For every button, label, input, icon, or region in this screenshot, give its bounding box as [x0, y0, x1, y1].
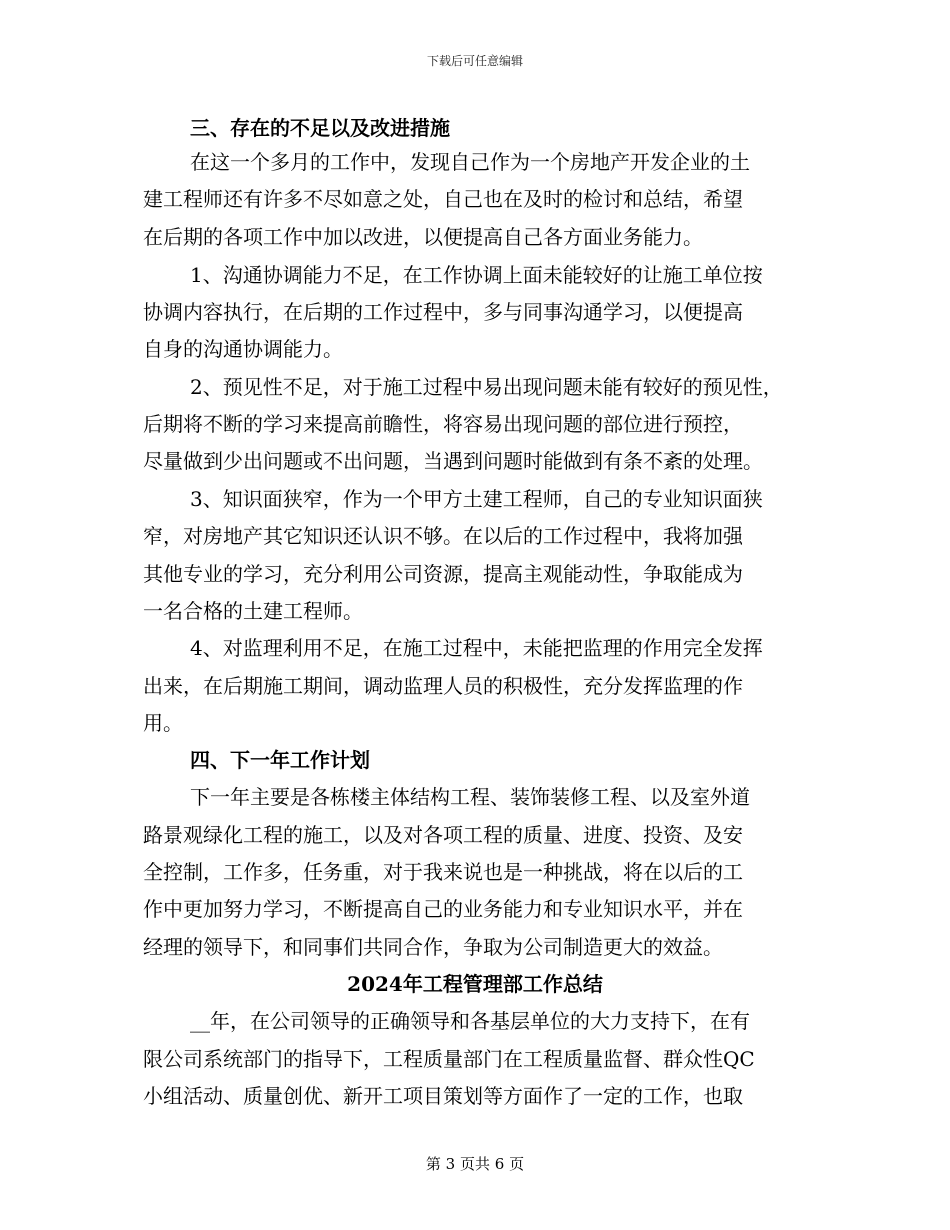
paragraph-line: 小组活动、质量创优、新开工项目策划等方面作了一定的工作，也取 [143, 1084, 743, 1108]
page-header: 下载后可任意编辑 [426, 54, 523, 68]
paragraph-line: 限公司系统部门的指导下，工程质量部门在工程质量监督、群众性QC [143, 1047, 755, 1071]
paragraph-line: 下一年主要是各栋楼主体结构工程、装饰装修工程、以及室外道 [190, 785, 750, 809]
paragraph-line: 1、沟通协调能力不足，在工作协调上面未能较好的让施工单位按 [190, 263, 763, 287]
paragraph-line: 全控制，工作多，任务重，对于我来说也是一种挑战，将在以后的工 [143, 860, 743, 884]
section-heading-plan: 四、下一年工作计划 [190, 748, 370, 772]
paragraph-line: 其他专业的学习，充分利用公司资源，提高主观能动性，争取能成为 [143, 562, 743, 586]
paragraph-line: 后期将不断的学习来提高前瞻性，将容易出现问题的部位进行预控， [143, 412, 743, 436]
paragraph-line: 出来，在后期施工期间，调动监理人员的积极性，充分发挥监理的作 [143, 674, 743, 698]
paragraph-line: 尽量做到少出问题或不出问题，当遇到问题时能做到有条不紊的处理。 [143, 449, 763, 473]
paragraph-line: 路景观绿化工程的施工，以及对各项工程的质量、进度、投资、及安 [143, 823, 743, 847]
paragraph-line: 经理的领导下，和同事们共同合作，争取为公司制造更大的效益。 [143, 935, 723, 959]
page-footer: 第 3 页共 6 页 [425, 1155, 525, 1173]
paragraph-line: 用。 [143, 711, 183, 735]
paragraph-line: 协调内容执行，在后期的工作过程中，多与同事沟通学习，以便提高 [143, 300, 743, 324]
paragraph-line: 在这一个多月的工作中，发现自己作为一个房地产开发企业的土 [190, 150, 750, 174]
paragraph-line: 一名合格的土建工程师。 [143, 599, 363, 623]
paragraph-line: 窄，对房地产其它知识还认识不够。在以后的工作过程中，我将加强 [143, 524, 743, 548]
paragraph-line: 4、对监理利用不足，在施工过程中，未能把监理的作用完全发挥 [190, 636, 763, 660]
section-heading-shortcomings: 三、存在的不足以及改进措施 [190, 116, 450, 140]
paragraph-line: 自身的沟通协调能力。 [143, 337, 343, 361]
paragraph-line: 建工程师还有许多不尽如意之处，自己也在及时的检讨和总结，希望 [143, 187, 743, 211]
paragraph-line: 在后期的各项工作中加以改进，以便提高自己各方面业务能力。 [143, 225, 703, 249]
paragraph-line: __年，在公司领导的正确领导和各基层单位的大力支持下，在有 [190, 1009, 750, 1033]
paragraph-line: 作中更加努力学习，不断提高自己的业务能力和专业知识水平，并在 [143, 897, 743, 921]
paragraph-line: 3、知识面狭窄，作为一个甲方土建工程师，自己的专业知识面狭 [190, 487, 763, 511]
paragraph-line: 2、预见性不足，对于施工过程中易出现问题未能有较好的预见性， [190, 375, 783, 399]
document-title: 2024年工程管理部工作总结 [347, 972, 603, 996]
